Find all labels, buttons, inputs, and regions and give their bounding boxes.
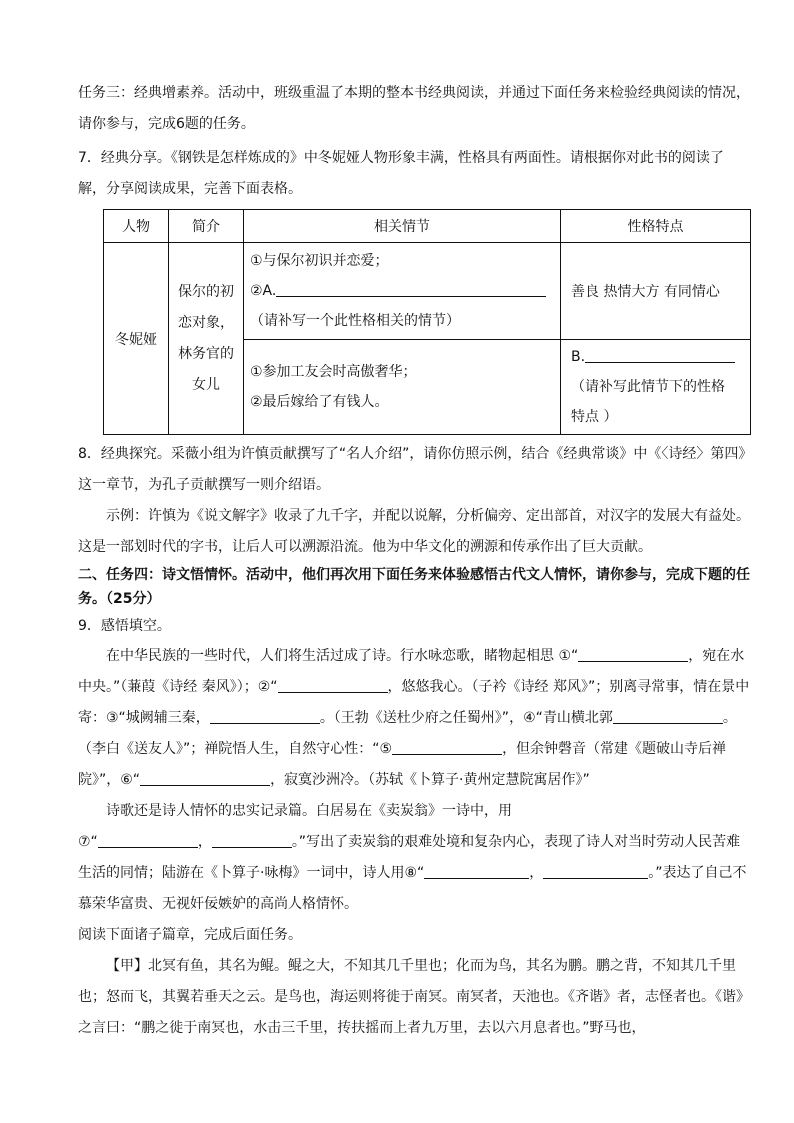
text: ，宛在水中央。”（蒹葭《诗经 秦风》）；②“ — [78, 648, 745, 695]
task3-intro: 任务三：经典增素养。活动中，班级重温了本期的整本书经典阅读，并通过下面任务来检验经典阅读的情况，请你参与，完成6题的任务。 — [78, 85, 750, 132]
trait-cell-1: 善良 热情大方 有同情心 — [561, 243, 751, 340]
q9-label: 9．感悟填空。 — [78, 618, 171, 634]
text: 。（李白《送友人》”；禅院悟人生，自然守心性：“⑤ — [78, 710, 737, 757]
intro-line: 林务官的 — [178, 345, 234, 362]
q9-paragraph-1 — [78, 641, 750, 796]
section2-title: 二、任务四：诗文悟情怀。活动中，他们再次用下面任务来体验感悟古代文人情怀，请你参与，完成下题的任务。（25分） — [78, 567, 750, 607]
q8-example: 示例：许慎为《说文解字》收录了九千字，并配以说解，分析偏旁、定出部首，对汉字的发展大有益处。这是一部划时代的字书，让后人可以溯源沿流。他为中华文化的溯源和传承作出了巨大贡献。 — [78, 508, 750, 555]
intro-cell — [169, 243, 244, 435]
trait-answer-b — [571, 342, 744, 372]
plot-line: ②最后嫁给了有钱人。 — [250, 394, 389, 410]
answer-blank-7a[interactable] — [98, 831, 198, 848]
reading-passage-jia: 【甲】北冥有鱼，其名为鲲。鲲之大，不知其几千里也；化而为鸟，其名为鹏。鹏之背，不知其几千里也；怒而飞，其翼若垂天之云。是鸟也，海运则将徙于南冥。南冥者，天池也。《齐谐》者，志怪者也。《谐》之言曰：“鹏之徙于南冥也，水击三千里，抟扶摇而上者九万里，去以六月息者也。”野马也， — [78, 958, 750, 1036]
text: 。”写出了卖炭翁的艰难处境和复杂内心，表现了诗人对当时劳动人民苦难生活的同情；陆游在《卜算子·咏梅》一词中，诗人用⑧“ — [78, 834, 741, 881]
intro-line: 恋对象， — [178, 314, 234, 331]
answer-blank-8b[interactable] — [543, 862, 648, 879]
reading-intro: 阅读下面诸子篇章，完成后面任务。 — [78, 927, 302, 943]
answer-blank-2[interactable] — [278, 676, 388, 693]
answer-blank-a[interactable] — [276, 280, 546, 297]
text: ，悠悠我心。（子衿《诗经 郑风》”；别离寻常事，情在景中寄：③“城阙辅三秦， — [78, 679, 750, 726]
plot-line: ①参加工友会时高傲奢华； — [250, 364, 417, 380]
text: 。”表达了自己不慕荣华富贵、无视奸佞嫉妒的高尚人格情怀。 — [78, 865, 747, 912]
trait-hint: （请补写此情节下的性格 — [571, 379, 725, 395]
trait-cell-2 — [561, 340, 751, 435]
text: 诗歌还是诗人情怀的忠实记录篇。白居易在《卖炭翁》一诗中，用 — [106, 803, 512, 819]
person-cell: 冬妮娅 — [104, 243, 169, 435]
header-intro: 简介 — [169, 210, 244, 243]
answer-blank-4[interactable] — [613, 707, 723, 724]
answer-blank-b[interactable] — [585, 346, 735, 363]
character-table — [103, 209, 751, 435]
text: ， — [197, 834, 212, 850]
answer-blank-8a[interactable] — [424, 862, 529, 879]
intro-line: 女儿 — [192, 376, 220, 393]
trait-hint: 特点 ） — [571, 409, 618, 425]
text: ，寂寞沙洲冷。（苏轼《卜算子·黄州定慧院寓居作》” — [270, 772, 590, 788]
q9-paragraph-2 — [78, 796, 750, 920]
table-header-row — [104, 210, 751, 243]
answer-blank-1[interactable] — [578, 645, 688, 662]
plot-hint: （请补写一个此性格相关的情节） — [250, 313, 460, 329]
plot-cell-1 — [244, 243, 561, 340]
header-trait: 性格特点 — [561, 210, 751, 243]
plot-cell-2 — [244, 340, 561, 435]
intro-line: 保尔的初 — [178, 283, 234, 300]
q7-stem: 7．经典分享。《钢铁是怎样炼成的》中冬妮娅人物形象丰满，性格具有两面性。请根据你对此书的阅读了解，分享阅读成果，完善下面表格。 — [78, 150, 724, 197]
text: ， — [529, 865, 544, 881]
answer-blank-7b[interactable] — [212, 831, 292, 848]
document-page — [78, 78, 750, 1044]
answer-blank-5[interactable] — [392, 738, 502, 755]
plot-answer-a — [250, 276, 554, 306]
trait-answer-label: B. — [571, 349, 586, 365]
answer-blank-6[interactable] — [140, 769, 270, 786]
q8-stem: 8．经典探究。采薇小组为许慎贡献撰写了“名人介绍”，请你仿照示例，结合《经典常谈》中《〈诗经〉第四》这一章节，为孔子贡献撰写一则介绍语。 — [78, 446, 746, 493]
header-person: 人物 — [104, 210, 169, 243]
text: 在中华民族的一些时代，人们将生活过成了诗。行水咏恋歌，睹物起相思 ①“ — [106, 648, 579, 664]
text: ，但余钟磬音（常建《题破山寺后禅院》”，⑥“ — [78, 741, 727, 788]
plot-line: ①与保尔初识并恋爱； — [250, 253, 389, 269]
plot-answer-label: ②A. — [250, 283, 277, 299]
text: 。（王勃《送杜少府之任蜀州》”，④“青山横北郭 — [319, 710, 613, 726]
answer-blank-3[interactable] — [210, 707, 320, 724]
text: ⑦“ — [78, 834, 98, 850]
header-plot: 相关情节 — [244, 210, 561, 243]
table-row — [104, 243, 751, 340]
